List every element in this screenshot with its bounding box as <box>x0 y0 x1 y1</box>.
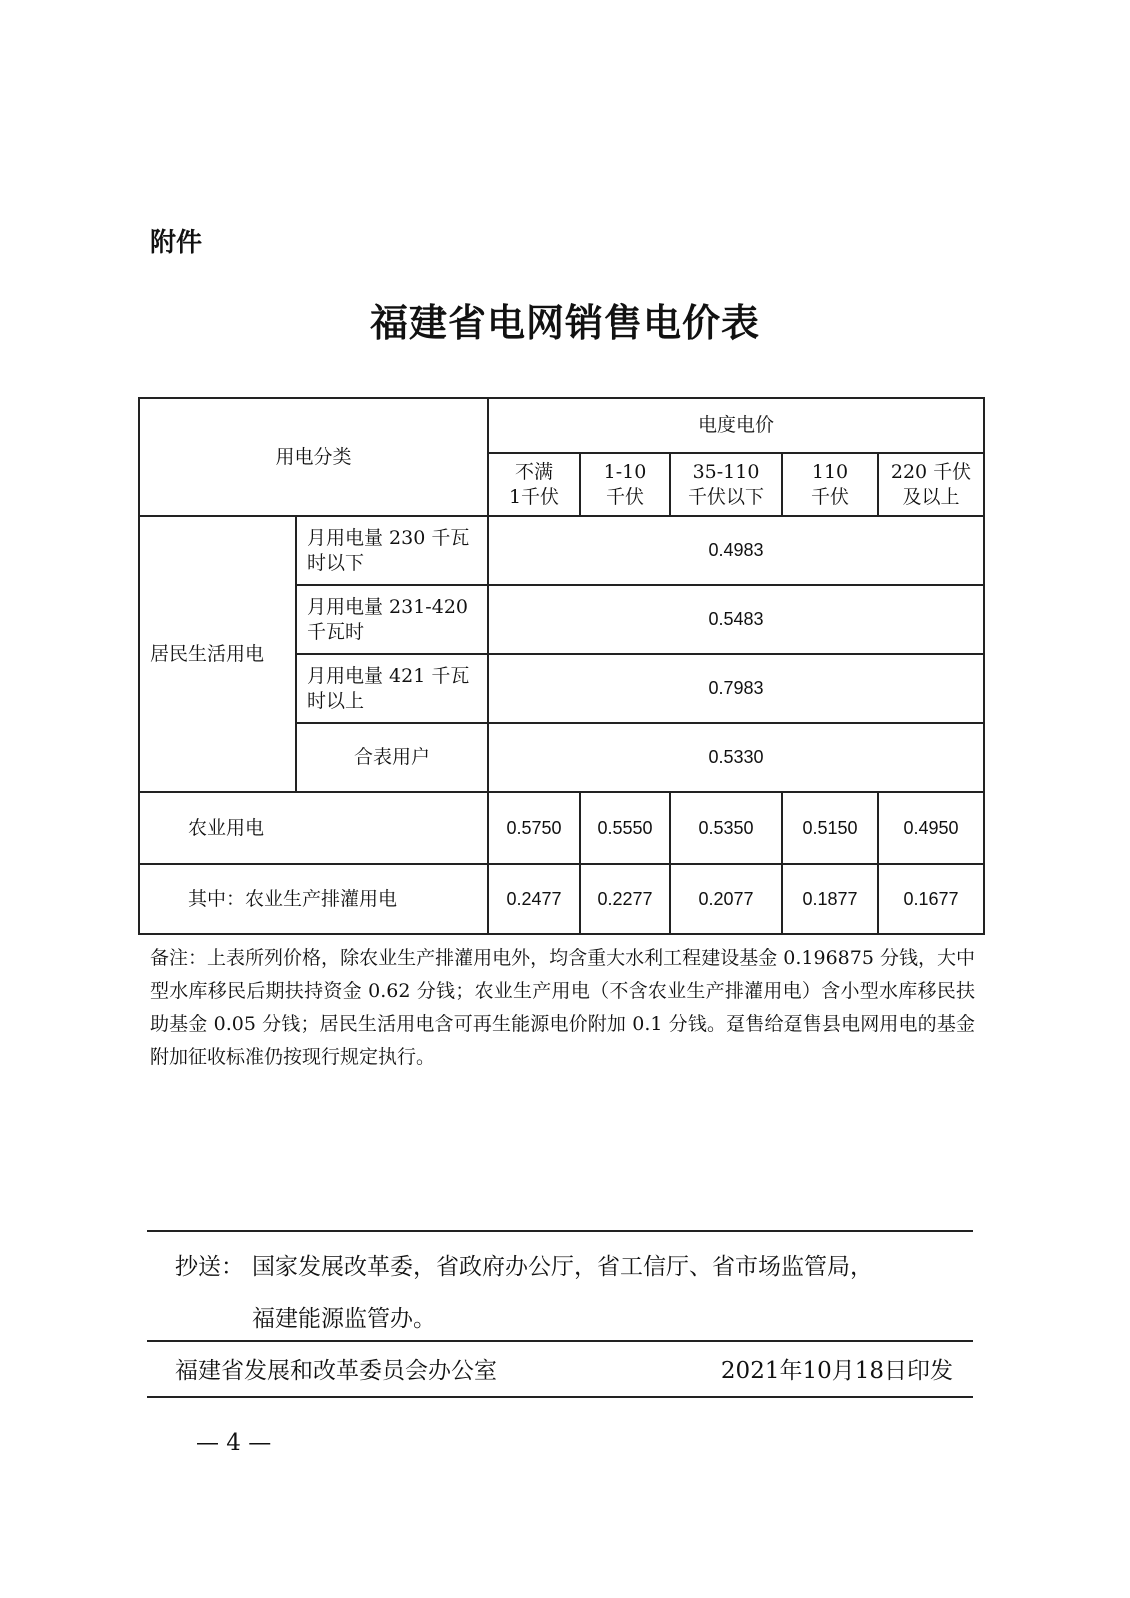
voltage-level-5: 220 千伏 及以上 <box>878 453 984 516</box>
divider-top <box>147 1230 973 1232</box>
notes-paragraph: 备注：上表所列价格，除农业生产排灌用电外，均含重大水利工程建设基金 0.196875 分钱，大中型水库移民后期扶持资金 0.62 分钱；农业生产用电（不含农业生产排灌用电）含小型水库移民扶助基金 0.05 分钱；居民生活用电含可再生能源电价附加 0.1 分钱。趸售给趸售县电网用电的基金附加征收标准仍按现行规定执行。 <box>150 947 975 1068</box>
cc-label: 抄送： <box>175 1254 244 1280</box>
agriculture-price: 0.5750 <box>488 792 580 864</box>
agriculture-price: 0.5150 <box>782 792 878 864</box>
price-header: 电度电价 <box>488 398 984 453</box>
agriculture-label: 农业用电 <box>139 792 488 864</box>
residential-label: 居民生活用电 <box>139 516 296 792</box>
print-date: 2021年10月18日印发 <box>720 1358 953 1384</box>
cc-recipients-line-1: 国家发展改革委，省政府办公厅，省工信厅、省市场监管局， <box>252 1254 873 1280</box>
irrigation-price: 0.2077 <box>670 864 782 934</box>
agriculture-price: 0.5350 <box>670 792 782 864</box>
residential-price-4: 0.5330 <box>488 723 984 792</box>
category-header: 用电分类 <box>139 398 488 516</box>
irrigation-price: 0.2277 <box>580 864 670 934</box>
divider-middle <box>147 1340 973 1342</box>
residential-tier-3: 月用电量 421 千瓦 时以上 <box>296 654 488 723</box>
agriculture-price: 0.5550 <box>580 792 670 864</box>
irrigation-price: 0.2477 <box>488 864 580 934</box>
residential-tier-4: 合表用户 <box>296 723 488 792</box>
voltage-level-3: 35-110 千伏以下 <box>670 453 782 516</box>
irrigation-label: 其中：农业生产排灌用电 <box>139 864 488 934</box>
residential-price-1: 0.4983 <box>488 516 984 585</box>
irrigation-price: 0.1877 <box>782 864 878 934</box>
agriculture-price: 0.4950 <box>878 792 984 864</box>
residential-price-2: 0.5483 <box>488 585 984 654</box>
residential-tier-2: 月用电量 231-420 千瓦时 <box>296 585 488 654</box>
voltage-level-1: 不满 1千伏 <box>488 453 580 516</box>
irrigation-price: 0.1677 <box>878 864 984 934</box>
issuing-office: 福建省发展和改革委员会办公室 <box>175 1358 497 1384</box>
divider-bottom <box>147 1396 973 1398</box>
cc-recipients-line-2: 福建能源监管办。 <box>252 1306 436 1332</box>
residential-price-3: 0.7983 <box>488 654 984 723</box>
document-title: 福建省电网销售电价表 <box>369 300 760 345</box>
price-table <box>138 397 985 935</box>
page-number: — 4 — <box>196 1430 272 1456</box>
attachment-label: 附件 <box>150 228 203 258</box>
voltage-level-4: 110 千伏 <box>782 453 878 516</box>
residential-tier-1: 月用电量 230 千瓦 时以下 <box>296 516 488 585</box>
voltage-level-2: 1-10 千伏 <box>580 453 670 516</box>
